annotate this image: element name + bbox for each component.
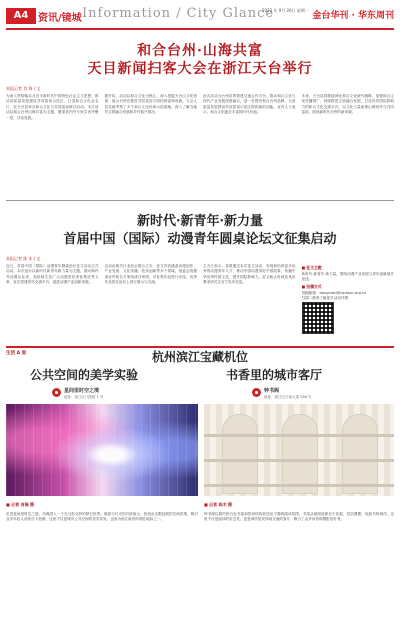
article2-body: [6, 264, 394, 340]
section-name: 资讯/镜城: [38, 13, 82, 24]
qr-code-icon: [302, 302, 334, 334]
article1-col1: 为深入贯彻落实习近平新时代中国特色社会主义思想，推动高质量发展建设共同富裕示范区，打造和合文化金名片，在天台县举办和合文化与共同富裕研讨活动。本次活动以和合台州山海共富为主题，邀请省内外专家学者齐聚一堂，共话发展。: [6, 94, 99, 120]
article1-col2: 据介绍，活动以和合文化为核心，深入挖掘天台山文化资源，展示台州在推进共同富裕方面的探索和成就。与会人员实地考察了多个和合文化传承示范基地，深入了解当地的文旅融合发展和乡村振兴情况。: [104, 94, 197, 115]
article2-col4-text3: 扫描二维码了解更多活动详情: [301, 296, 349, 301]
photo-light-lines: [6, 404, 198, 496]
arch-shelf: [222, 414, 258, 494]
article2-col4-text2: 投稿邮箱：dongman@cartoon.org.cn: [301, 290, 367, 295]
divider: [6, 200, 394, 201]
article2-byline: 本报记者 陈 木 / 文: [6, 256, 41, 261]
brand-logo: 金台华刊 · 华东周刊: [312, 11, 394, 21]
left-place-address: 地址：滨江区江陵路 1 号: [64, 395, 104, 399]
right-story-title: 书香里的城市客厅: [226, 368, 323, 382]
section3-band: [6, 346, 394, 362]
shelf-line: [204, 459, 394, 462]
arch-shelf: [342, 414, 378, 494]
article2-col4-text1: 新时代·新青年·新力量，围绕动漫产业发展与青年创新展开论述。: [301, 272, 394, 282]
article2-col1: 近日，首届中国（国际）动漫青年圆桌论坛征文活动正式启动。本次论坛以新时代新青年新力量为主题，面向海内外动漫从业者、高校师生及广大动漫爱好者征集优秀文章，旨在搭建青年交流平台，促进动漫产业创新发展。: [6, 264, 99, 285]
article2-col3: 主办方表示，希望通过本次征文活动，发现和培养更多优秀的动漫青年人才，推动中国动漫讲好中国故事，传播中华优秀传统文化，提升国际影响力。征文截止时间及具体要求请关注官方发布信息。: [203, 264, 296, 285]
article1-title-line1: 和合台州·山海共富: [137, 43, 263, 59]
article2-subhead2: ■ 投稿方式: [301, 283, 322, 289]
date-line: 2022 年 9月 26日 星期一: [262, 8, 309, 13]
left-caption-head: ■ 记者 肖锋 摄: [6, 502, 34, 507]
location-pin-icon: [52, 388, 61, 397]
mirror-space-photo: [6, 404, 198, 496]
section3-tag: 生活 A 面: [6, 351, 27, 356]
right-caption-head: ■ 记者 陈木 摄: [204, 502, 232, 507]
section3-title: 杭州滨江宝藏机位: [151, 350, 248, 364]
shelf-line: [204, 484, 394, 487]
right-story-body: [204, 512, 394, 630]
top-rule: [6, 28, 394, 30]
section-en: Information / City Glance: [82, 6, 275, 21]
article2-title-line1: 新时代·新青年·新力量: [136, 214, 264, 229]
article1-col3: 此次活动为台州各界搭建交流合作平台，推动和合文化与现代产业发展深度融合，进一步擦亮和合台州品牌，为高质量发展建设共同富裕示范区提供新的动能。业内人士表示，和合文化蕴含丰富的时代价值。: [203, 94, 296, 115]
article1-title-line2: 天目新闻扫客大会在浙江天台举行: [87, 61, 313, 77]
article1-body: [6, 94, 394, 194]
article1-byline: 本报记者 肖 锋 / 文: [6, 86, 41, 91]
left-place-name: 星间里时空之境: [64, 388, 100, 394]
location-pin-icon: [252, 388, 261, 397]
right-story-col: 钟书阁以简约的白色书架和拱形结构营造出宁静的阅读氛围，书架从地面延伸至天花板，层层叠叠，宛如书的海洋。这里不仅是阅读的好去处，更是城市居民休闲交流的客厅，吸引了众多读者和摄影爱好者。: [204, 512, 394, 522]
left-story-title: 公共空间的美学实验: [30, 368, 139, 382]
article2-col4: [302, 264, 395, 340]
article2-title-line2: 首届中国（国际）动漫青年圆桌论坛文征集启动: [63, 232, 337, 247]
right-place-address: 地址：滨江区江南大道 288 号: [264, 395, 312, 399]
left-story-col: 走进星间里时空之境，仿佛进入一个光与影交织的梦幻世界。镜面与灯光的巧妙组合，营造出无限延展的空间效果，吸引众多年轻人前来打卡拍照。这里不仅是城市公共空间的美学实验，也成为滨江新晋的网红地标之一。: [6, 512, 198, 522]
article1-col4: 未来，天台县将继续深化和合文化研究阐释，加强和合文化传播推广，持续推进文旅融合发展，打造具有国际影响力的和合文化交流平台，以文化力量助推山海协作与共同富裕，展现新时代台州的新风貌。: [301, 94, 394, 115]
masthead: [0, 0, 400, 30]
article2-col2: 活动由相关行业协会联合主办，征文内容涵盖动漫创作、产业发展、文化传播、技术创新等多个领域。组委会将邀请业内知名专家组成评审团，对征集作品进行评选，优秀作品将在论坛上进行展示与交流。: [104, 264, 197, 285]
left-story-body: [6, 512, 198, 630]
page-label: A4: [6, 8, 36, 24]
right-place-name: 钟书阁: [264, 388, 280, 394]
shelf-line: [204, 434, 394, 437]
bookstore-photo: [204, 404, 394, 496]
arch-shelf: [282, 414, 318, 494]
article2-subhead1: ■ 征文主题: [301, 265, 322, 270]
